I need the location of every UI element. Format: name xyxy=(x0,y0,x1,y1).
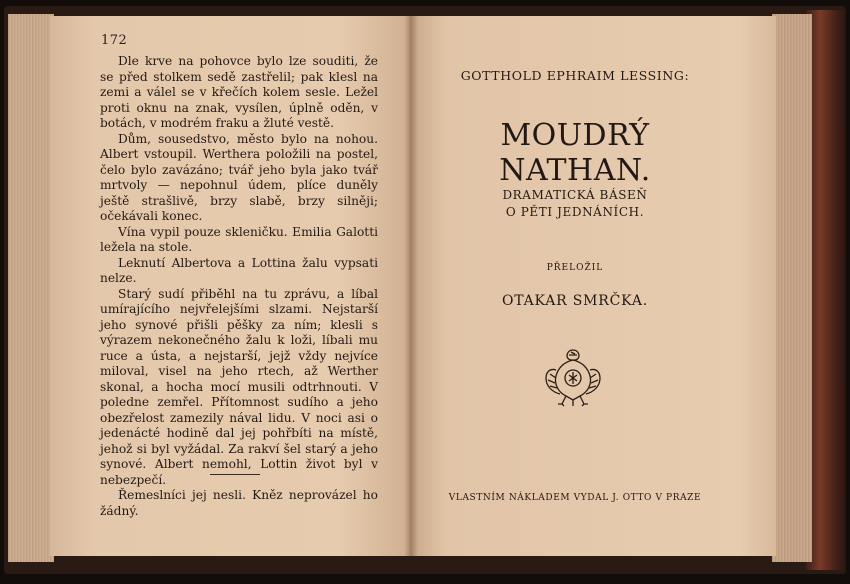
page-number: 172 xyxy=(101,33,128,48)
paragraph: Starý sudí přiběhl na tu zprávu, a líbal umírajícího nejvřelejšími slzami. Nejstarší jeho synové přišli pěšky za ním; klesli s výrazem nekonečného žalu k loži, líbali mu ruce a ústa, a nejstarší, jejž vždy nejvíce miloval, visel na jeho rtech, až Werther skonal, a hocha mocí musili odtrhnouti. V poledne zemřel. Přítomnost sudího a jeho obezřelost zamezily nával lidu. V noci asi o jedenácté hodině dal jej pohřbíti na místě, jehož si byl vyžádal. Za rakví šel starý a jeho synové. Albert nemohl, Lottin život byl v nebezpečí. xyxy=(100,286,378,487)
paragraph: Vína vypil pouze skleničku. Emilia Galotti ležela na stole. xyxy=(100,224,378,254)
page-edges-right xyxy=(772,14,812,562)
left-page-text xyxy=(100,54,378,519)
book-gutter xyxy=(404,16,418,556)
paragraph: Dům, sousedstvo, město bylo na nohou. Albert vstoupil. Werthera položili na postel, čelo bylo zavázáno; tvář jeho byla jako tvář mrtvoly — nepohnul údem, plíce duněly ještě strašlivě, brzy slabě, brzy silněji; očekávali konec. xyxy=(100,131,378,223)
translated-by-label: PŘELOŽIL xyxy=(546,263,604,273)
page-edges-left xyxy=(8,14,54,562)
subtitle-line-1: DRAMATICKÁ BÁSEŇ xyxy=(502,188,648,202)
paragraph: Dle krve na pohovce bylo lze souditi, že se před stolkem sedě zastřelil; pak klesl na zemi a válel se v křečích kolem sesle. Ležel proti oknu na znak, vysílen, úplně oděn, v botách, v modrém fraku a žluté vestě. xyxy=(100,54,378,130)
title-page xyxy=(430,16,760,556)
translator-name: OTAKAR SMRČKA. xyxy=(502,293,648,309)
subtitle-line-2: O PĚTI JEDNÁNÍCH. xyxy=(505,205,645,219)
book-binding-edge xyxy=(806,10,846,570)
end-rule xyxy=(210,474,260,475)
eagle-emblem-icon xyxy=(542,344,604,408)
paragraph: Řemeslníci jej nesli. Kněz neprovázel ho žádný. xyxy=(100,488,378,518)
book-title: MOUDRÝ NATHAN. xyxy=(499,118,651,188)
author-name: GOTTHOLD EPHRAIM LESSING: xyxy=(460,68,690,83)
publisher-line: VLASTNÍM NÁKLADEM VYDAL J. OTTO V PRAZE xyxy=(448,493,702,503)
paragraph: Leknutí Albertova a Lottina žalu vypsati nelze. xyxy=(100,255,378,285)
